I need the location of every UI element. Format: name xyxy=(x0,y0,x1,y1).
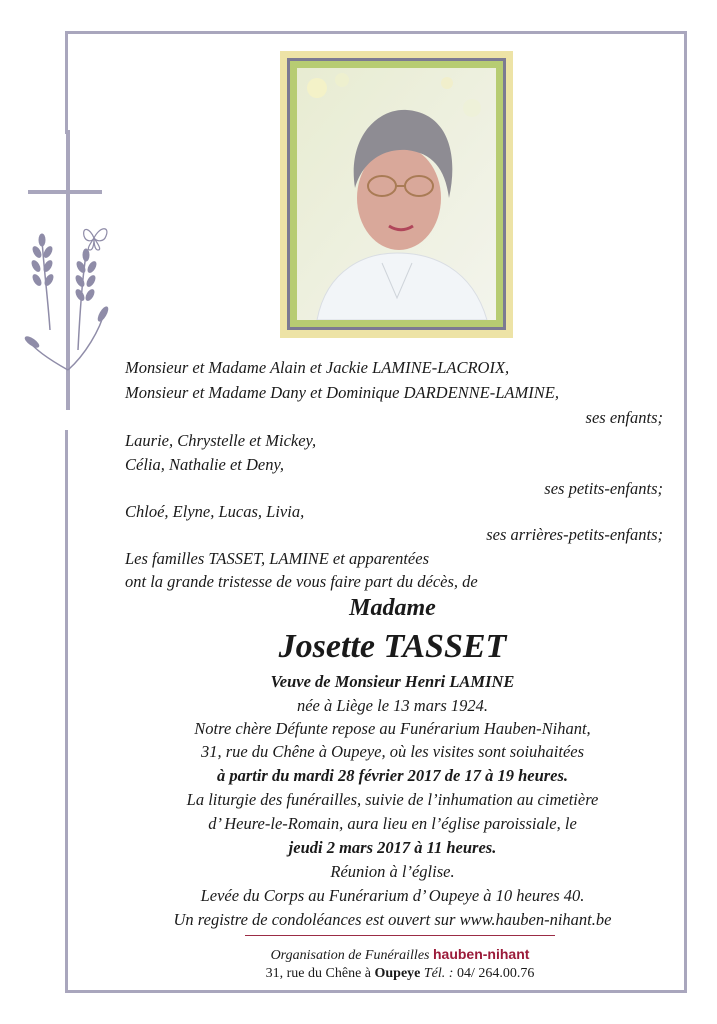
church-line: d’ Heure-le-Romain, aura lieu en l’église paroissiale, le xyxy=(208,814,577,833)
tel-number: 04/ 264.00.76 xyxy=(456,966,535,981)
birth-line: née à Liège le 13 mars 1924. xyxy=(296,696,489,715)
visit-date-line: à partir du mardi 28 février 2017 de 17 à 19 heures. xyxy=(216,766,569,785)
tel-label: Tél. : xyxy=(423,966,454,981)
widow-line: Veuve de Monsieur Henri LAMINE xyxy=(270,672,515,691)
portrait-image xyxy=(297,68,496,320)
funeral-date-line: jeudi 2 mars 2017 à 11 heures. xyxy=(288,838,497,857)
sadness-line: ont la grande tristesse de vous faire part du décès, de xyxy=(125,572,478,591)
cross-icon xyxy=(20,130,120,415)
frame-bottom xyxy=(65,990,687,993)
body-removal-line: Levée du Corps au Funérarium d’ Oupeye à 10 heures 40. xyxy=(200,886,585,905)
grandchildren-line-2: Célia, Nathalie et Deny, xyxy=(125,455,285,474)
footer-separator xyxy=(245,935,555,936)
org-label: Organisation de Funérailles xyxy=(270,948,430,963)
visit-line: 31, rue du Chêne à Oupeye, où les visites sont soiuhaitées xyxy=(200,742,585,761)
deceased-name: Josette TASSET xyxy=(278,628,507,665)
frame-right xyxy=(684,31,687,993)
butterfly-icon xyxy=(84,229,107,250)
great-grandchildren-label: ses arrières-petits-enfants; xyxy=(486,525,663,544)
address-prefix: 31, rue du Chêne à xyxy=(265,966,371,981)
footer-organisation xyxy=(245,946,555,964)
grandchildren-label: ses petits-enfants; xyxy=(544,479,663,498)
portrait-photo xyxy=(287,58,506,330)
frame-left-top xyxy=(65,31,68,134)
footer-address xyxy=(245,966,555,982)
address-city: Oupeye xyxy=(374,966,421,981)
children-label: ses enfants; xyxy=(585,408,663,427)
frame-left-bottom xyxy=(65,430,68,993)
meeting-line: Réunion à l’église. xyxy=(330,862,455,881)
family-line-2: Monsieur et Madame Dany et Dominique DARDENNE-LAMINE, xyxy=(125,383,559,402)
condolences-line: Un registre de condoléances est ouvert sur www.hauben-nihant.be xyxy=(173,910,612,929)
frame-top xyxy=(65,31,687,34)
families-line: Les familles TASSET, LAMINE et apparentées xyxy=(125,549,430,568)
grandchildren-line-1: Laurie, Chrystelle et Mickey, xyxy=(125,431,317,450)
deceased-title: Madame xyxy=(349,595,436,621)
brand-logo: hauben-nihant xyxy=(432,946,530,962)
liturgy-line: La liturgie des funérailles, suivie de l’inhumation au cimetière xyxy=(186,790,599,809)
family-line-1: Monsieur et Madame Alain et Jackie LAMINE-LACROIX, xyxy=(125,358,510,377)
rest-line: Notre chère Défunte repose au Funérarium Hauben-Nihant, xyxy=(194,719,591,738)
great-grandchildren-line: Chloé, Elyne, Lucas, Livia, xyxy=(125,502,305,521)
